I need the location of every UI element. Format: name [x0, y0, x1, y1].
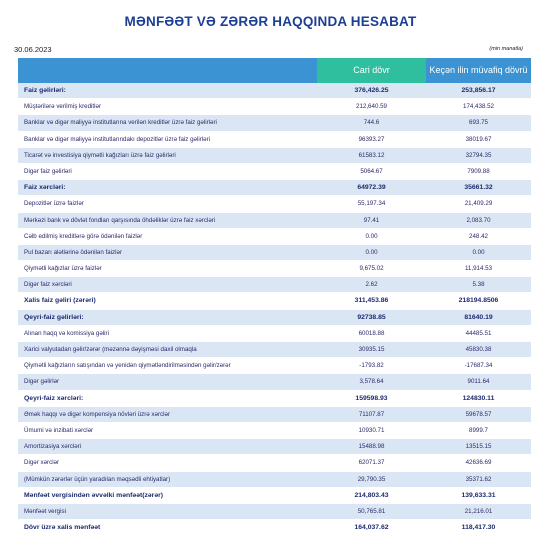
row-label: Cəlb edilmiş kreditlərə görə ödənilən faizlər — [24, 232, 143, 240]
table-row — [18, 132, 531, 148]
row-value-previous: 45830.38 — [465, 346, 492, 353]
row-value-current: 60018.88 — [358, 329, 385, 337]
row-label: Depozitlər üzrə faizlər — [24, 200, 84, 208]
row-value-current: 62071.37 — [358, 459, 385, 467]
page-title: MƏNFƏƏT VƏ ZƏRƏR HAQQINDA HESABAT — [124, 14, 417, 29]
row-value-previous: 693.75 — [469, 119, 488, 127]
row-label: Qiymətli kağızların satışından və yenidən qiymətləndirilməsindən gəlir/zərər — [24, 362, 231, 370]
table-row — [18, 504, 531, 520]
table-row — [18, 196, 531, 212]
row-value-previous: 38019.67 — [465, 135, 492, 143]
row-value-previous: 5.38 — [472, 281, 485, 289]
row-label: Mərkəzi bank və dövlət fondları qarşısında öhdəliklər üzrə faiz xərcləri — [24, 216, 216, 224]
row-value-previous: 13515.15 — [465, 443, 492, 451]
table-row — [18, 326, 531, 342]
row-label: Qeyri-faiz xərcləri: — [24, 394, 84, 402]
row-label: Alınan haqq və komissiya gəliri — [24, 329, 109, 337]
row-value-previous: 11,914.53 — [464, 265, 493, 273]
row-label: Ümumi və inzibati xərclər — [24, 426, 94, 434]
table-row — [18, 164, 531, 180]
row-value-previous: 7909.88 — [467, 167, 490, 175]
table-row — [18, 310, 531, 326]
table-row — [18, 293, 531, 309]
table-row — [18, 520, 531, 536]
row-value-previous: 8999.7 — [469, 426, 488, 434]
table-row — [18, 83, 531, 99]
table-row — [18, 439, 531, 455]
row-value-previous: 0.00 — [472, 248, 485, 256]
column-header-previous: Keçən ilin müvafiq dövrü — [429, 65, 528, 75]
row-value-previous: 21,409.29 — [464, 200, 493, 208]
column-header-current: Cari dövr — [317, 58, 426, 83]
table-row — [18, 358, 531, 374]
row-value-current: 29,790.35 — [357, 475, 386, 483]
row-value-current: 744.6 — [363, 119, 380, 127]
row-value-previous: 118,417.30 — [461, 524, 496, 532]
row-label: (Mümkün zərərlər üçün yaradılan məqsədli ehtiyatlar) — [24, 475, 171, 483]
row-value-previous: 21,216.01 — [464, 507, 493, 515]
table-row — [18, 229, 531, 245]
table-row — [18, 261, 531, 277]
row-value-current: 15488.98 — [358, 443, 385, 451]
table-row — [18, 423, 531, 439]
row-value-current: 212,640.59 — [356, 103, 387, 111]
row-label: Əmək haqqı və digər kompensiya növləri üzrə xərclər — [24, 410, 171, 418]
table-row — [18, 245, 531, 261]
table-row — [18, 277, 531, 293]
row-value-previous: 248.42 — [469, 232, 488, 240]
row-label: Dövr üzrə xalis mənfəət — [24, 524, 101, 532]
row-label: Pul bazarı alətlərinə ödənilən faizlər — [24, 248, 123, 256]
row-value-current: 9,675.02 — [359, 265, 384, 273]
row-value-previous: -17687.34 — [464, 362, 493, 370]
table-row — [18, 407, 531, 423]
table-row — [18, 180, 531, 196]
row-value-previous: 253,856.17 — [461, 87, 496, 94]
row-value-current: 71107.87 — [358, 410, 385, 418]
row-value-current: 50,765.81 — [357, 507, 386, 515]
table-row — [18, 391, 531, 407]
row-label: Qiymətli kağızlar üzrə faizlər — [24, 265, 102, 273]
table-row — [18, 455, 531, 471]
row-value-current: 376,426.25 — [354, 87, 389, 94]
row-value-current: 311,453.86 — [354, 297, 389, 305]
row-value-previous: 9011.64 — [467, 378, 490, 386]
row-value-current: 92738.85 — [357, 313, 386, 321]
row-label: Qeyri-faiz gəlirləri: — [24, 313, 84, 321]
row-value-current: 164,037.62 — [354, 524, 389, 532]
row-label: Xarici valyutadan gəlir/zərər (məzənnə dəyişməsi daxil olmaqla — [24, 346, 197, 353]
row-label: Banklar və digər maliyyə institutlarına verilən kreditlər üzrə faiz gəlirləri — [24, 119, 217, 127]
income-statement-table — [18, 83, 531, 536]
table-header — [18, 58, 531, 83]
row-value-current: 5064.67 — [360, 167, 383, 175]
unit-note: (min manatla) — [489, 46, 523, 52]
row-value-current: 214,803.43 — [354, 491, 389, 499]
row-label: Mənfəət vergisindən əvvəlki mənfəət(zərər) — [24, 491, 164, 499]
row-label: Müştərilərə verilmiş kreditlər — [24, 103, 102, 111]
row-label: Faiz gəlirləri: — [24, 87, 66, 94]
row-label: Faiz xərcləri: — [24, 184, 66, 192]
row-value-current: 96393.27 — [358, 135, 385, 143]
row-label: Digər xərclər — [24, 459, 60, 467]
row-label: Banklar və digər maliyyə institutlarındakı depozitlər üzrə faiz gəlirləri — [24, 135, 211, 143]
row-value-current: 10930.71 — [358, 426, 385, 434]
row-label: Digər faiz xərcləri — [24, 281, 72, 289]
table-row — [18, 374, 531, 390]
row-value-previous: 59678.57 — [465, 410, 492, 418]
report-date: 30.06.2023 — [14, 45, 52, 54]
row-value-current: 0.00 — [365, 248, 378, 256]
table-row — [18, 342, 531, 358]
row-value-current: 30935.15 — [358, 346, 385, 353]
row-value-current: 0.00 — [365, 232, 378, 240]
table-row — [18, 488, 531, 504]
row-value-current: -1793.82 — [359, 362, 384, 370]
table-row — [18, 148, 531, 164]
row-value-previous: 174,438.52 — [463, 103, 494, 111]
table-row — [18, 472, 531, 488]
row-label: Amortizasiya xərcləri — [24, 443, 82, 451]
row-value-previous: 44485.51 — [465, 329, 492, 337]
table-row — [18, 213, 531, 229]
row-value-current: 55,197.34 — [357, 200, 386, 208]
row-value-current: 2.62 — [365, 281, 378, 289]
row-value-current: 3,578.64 — [359, 378, 384, 386]
row-label: Digər faiz gəlirləri — [24, 167, 72, 175]
table-row — [18, 115, 531, 131]
row-value-previous: 32794.35 — [465, 151, 492, 159]
row-value-previous: 218194.8506 — [458, 297, 499, 305]
row-label: Digər gəlirlər — [24, 378, 60, 386]
row-value-current: 64972.39 — [357, 184, 386, 192]
row-value-previous: 42636.69 — [465, 459, 492, 467]
row-label: Mənfəət vergisi — [24, 507, 66, 515]
row-value-previous: 81640.19 — [464, 313, 493, 321]
table-row — [18, 99, 531, 115]
row-value-current: 159598.93 — [355, 394, 388, 402]
row-label: Ticarət və investisiya qiymətli kağızları üzrə faiz gəlirləri — [24, 151, 176, 159]
row-value-previous: 2,083.70 — [466, 216, 491, 224]
row-value-current: 61583.12 — [358, 151, 385, 159]
row-value-current: 97.41 — [363, 216, 380, 224]
row-value-previous: 139,633.31 — [461, 491, 496, 499]
row-label: Xalis faiz gəliri (zərəri) — [24, 297, 96, 305]
row-value-previous: 35661.32 — [464, 184, 493, 192]
row-value-previous: 35371.62 — [465, 475, 492, 483]
row-value-previous: 124830.11 — [462, 394, 495, 402]
